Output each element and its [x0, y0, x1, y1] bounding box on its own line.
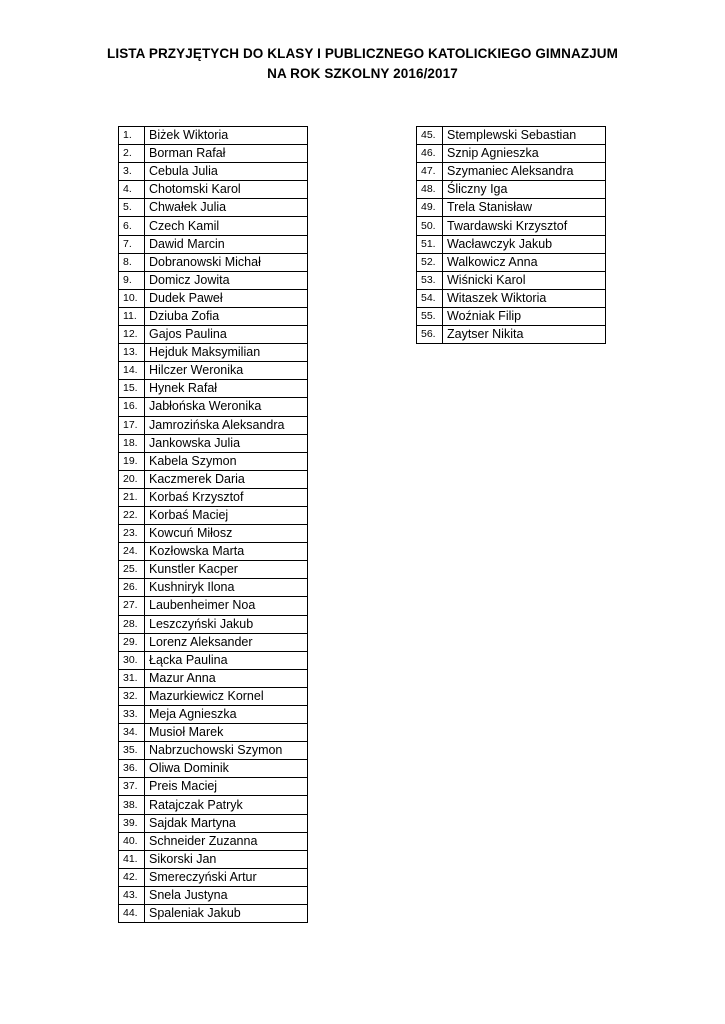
student-name: Chwałek Julia — [145, 199, 308, 217]
row-number: 1. — [119, 127, 145, 145]
table-row — [417, 307, 606, 325]
table-row — [119, 434, 308, 452]
table-row — [119, 633, 308, 651]
student-name: Korbaś Maciej — [145, 506, 308, 524]
student-name: Kabela Szymon — [145, 452, 308, 470]
row-number: 8. — [119, 253, 145, 271]
student-name: Leszczyński Jakub — [145, 615, 308, 633]
student-name: Snela Justyna — [145, 886, 308, 904]
row-number: 55. — [417, 307, 443, 325]
row-number: 11. — [119, 307, 145, 325]
document-subtitle: NA ROK SZKOLNY 2016/2017 — [267, 66, 458, 81]
row-number: 7. — [119, 235, 145, 253]
table-row — [417, 163, 606, 181]
row-number: 3. — [119, 163, 145, 181]
student-name: Woźniak Filip — [443, 307, 606, 325]
student-name: Preis Maciej — [145, 778, 308, 796]
table-row — [119, 742, 308, 760]
table-row — [119, 561, 308, 579]
row-number: 15. — [119, 380, 145, 398]
row-number: 28. — [119, 615, 145, 633]
table-row — [119, 344, 308, 362]
row-number: 36. — [119, 760, 145, 778]
row-number: 12. — [119, 326, 145, 344]
row-number: 37. — [119, 778, 145, 796]
row-number: 4. — [119, 181, 145, 199]
table-row — [119, 398, 308, 416]
row-number: 38. — [119, 796, 145, 814]
row-number: 33. — [119, 706, 145, 724]
table-row — [119, 669, 308, 687]
row-number: 49. — [417, 199, 443, 217]
student-name: Szymaniec Aleksandra — [443, 163, 606, 181]
table-row — [119, 416, 308, 434]
table-row — [119, 470, 308, 488]
student-name: Biżek Wiktoria — [145, 127, 308, 145]
student-name: Dobranowski Michał — [145, 253, 308, 271]
table-row — [119, 199, 308, 217]
row-number: 34. — [119, 724, 145, 742]
roster-table-right — [416, 126, 606, 344]
table-row — [417, 326, 606, 344]
student-name: Kunstler Kacper — [145, 561, 308, 579]
row-number: 39. — [119, 814, 145, 832]
row-number: 10. — [119, 289, 145, 307]
table-row — [417, 127, 606, 145]
row-number: 6. — [119, 217, 145, 235]
table-row — [119, 488, 308, 506]
row-number: 18. — [119, 434, 145, 452]
student-name: Mazur Anna — [145, 669, 308, 687]
row-number: 19. — [119, 452, 145, 470]
row-number: 9. — [119, 271, 145, 289]
student-name: Sajdak Martyna — [145, 814, 308, 832]
student-name: Walkowicz Anna — [443, 253, 606, 271]
table-row — [119, 651, 308, 669]
table-row — [119, 362, 308, 380]
table-row — [119, 543, 308, 561]
table-row — [417, 199, 606, 217]
row-number: 30. — [119, 651, 145, 669]
row-number: 5. — [119, 199, 145, 217]
table-row — [119, 597, 308, 615]
student-name: Kozłowska Marta — [145, 543, 308, 561]
table-row — [119, 452, 308, 470]
table-row — [119, 724, 308, 742]
table-row — [417, 271, 606, 289]
table-row — [119, 271, 308, 289]
row-number: 41. — [119, 850, 145, 868]
student-name: Smereczyński Artur — [145, 868, 308, 886]
student-name: Oliwa Dominik — [145, 760, 308, 778]
table-row — [119, 886, 308, 904]
table-row — [417, 235, 606, 253]
row-number: 20. — [119, 470, 145, 488]
table-row — [417, 253, 606, 271]
row-number: 48. — [417, 181, 443, 199]
student-name: Zaytser Nikita — [443, 326, 606, 344]
table-row — [417, 217, 606, 235]
table-row — [119, 217, 308, 235]
student-name: Borman Rafał — [145, 145, 308, 163]
row-number: 25. — [119, 561, 145, 579]
row-number: 16. — [119, 398, 145, 416]
table-row — [119, 506, 308, 524]
student-name: Hejduk Maksymilian — [145, 344, 308, 362]
student-name: Dudek Paweł — [145, 289, 308, 307]
student-name: Wacławczyk Jakub — [443, 235, 606, 253]
row-number: 23. — [119, 525, 145, 543]
row-number: 45. — [417, 127, 443, 145]
table-row — [119, 127, 308, 145]
roster-table-left — [118, 126, 308, 923]
student-name: Laubenheimer Noa — [145, 597, 308, 615]
student-name: Czech Kamil — [145, 217, 308, 235]
student-name: Śliczny Iga — [443, 181, 606, 199]
row-number: 27. — [119, 597, 145, 615]
table-row — [119, 307, 308, 325]
row-number: 46. — [417, 145, 443, 163]
table-row — [119, 687, 308, 705]
student-name: Hilczer Weronika — [145, 362, 308, 380]
row-number: 31. — [119, 669, 145, 687]
row-number: 26. — [119, 579, 145, 597]
student-name: Sikorski Jan — [145, 850, 308, 868]
table-row — [119, 868, 308, 886]
student-name: Jankowska Julia — [145, 434, 308, 452]
student-name: Hynek Rafał — [145, 380, 308, 398]
student-name: Kowcuń Miłosz — [145, 525, 308, 543]
student-name: Cebula Julia — [145, 163, 308, 181]
table-row — [119, 579, 308, 597]
table-row — [119, 326, 308, 344]
student-name: Schneider Zuzanna — [145, 832, 308, 850]
row-number: 32. — [119, 687, 145, 705]
row-number: 44. — [119, 905, 145, 923]
student-name: Łącka Paulina — [145, 651, 308, 669]
table-row — [119, 289, 308, 307]
student-name: Kushniryk Ilona — [145, 579, 308, 597]
student-name: Stemplewski Sebastian — [443, 127, 606, 145]
table-row — [417, 181, 606, 199]
student-name: Twardawski Krzysztof — [443, 217, 606, 235]
table-row — [119, 814, 308, 832]
row-number: 21. — [119, 488, 145, 506]
student-name: Wiśnicki Karol — [443, 271, 606, 289]
row-number: 54. — [417, 289, 443, 307]
student-name: Jamrozińska Aleksandra — [145, 416, 308, 434]
table-row — [119, 796, 308, 814]
table-row — [119, 163, 308, 181]
row-number: 29. — [119, 633, 145, 651]
document-title: LISTA PRZYJĘTYCH DO KLASY I PUBLICZNEGO KATOLICKIEGO GIMNAZJUM — [107, 46, 618, 61]
row-number: 13. — [119, 344, 145, 362]
student-name: Witaszek Wiktoria — [443, 289, 606, 307]
row-number: 2. — [119, 145, 145, 163]
row-number: 22. — [119, 506, 145, 524]
row-number: 52. — [417, 253, 443, 271]
row-number: 17. — [119, 416, 145, 434]
row-number: 24. — [119, 543, 145, 561]
student-name: Gajos Paulina — [145, 326, 308, 344]
row-number: 51. — [417, 235, 443, 253]
row-number: 35. — [119, 742, 145, 760]
row-number: 53. — [417, 271, 443, 289]
table-row — [119, 235, 308, 253]
table-row — [119, 706, 308, 724]
row-number: 42. — [119, 868, 145, 886]
row-number: 50. — [417, 217, 443, 235]
table-row — [119, 253, 308, 271]
table-row — [417, 289, 606, 307]
student-name: Sznip Agnieszka — [443, 145, 606, 163]
student-name: Lorenz Aleksander — [145, 633, 308, 651]
table-row — [119, 145, 308, 163]
student-name: Nabrzuchowski Szymon — [145, 742, 308, 760]
row-number: 47. — [417, 163, 443, 181]
table-row — [119, 525, 308, 543]
table-row — [417, 145, 606, 163]
table-row — [119, 760, 308, 778]
row-number: 14. — [119, 362, 145, 380]
student-name: Trela Stanisław — [443, 199, 606, 217]
student-name: Chotomski Karol — [145, 181, 308, 199]
table-row — [119, 832, 308, 850]
table-row — [119, 615, 308, 633]
table-row — [119, 905, 308, 923]
student-name: Dawid Marcin — [145, 235, 308, 253]
table-row — [119, 778, 308, 796]
student-name: Dziuba Zofia — [145, 307, 308, 325]
student-name: Jabłońska Weronika — [145, 398, 308, 416]
row-number: 56. — [417, 326, 443, 344]
row-number: 40. — [119, 832, 145, 850]
student-name: Ratajczak Patryk — [145, 796, 308, 814]
student-name: Meja Agnieszka — [145, 706, 308, 724]
table-row — [119, 181, 308, 199]
student-name: Domicz Jowita — [145, 271, 308, 289]
row-number: 43. — [119, 886, 145, 904]
student-name: Mazurkiewicz Kornel — [145, 687, 308, 705]
table-row — [119, 850, 308, 868]
student-name: Kaczmerek Daria — [145, 470, 308, 488]
table-row — [119, 380, 308, 398]
student-name: Musioł Marek — [145, 724, 308, 742]
student-name: Korbaś Krzysztof — [145, 488, 308, 506]
student-name: Spaleniak Jakub — [145, 905, 308, 923]
